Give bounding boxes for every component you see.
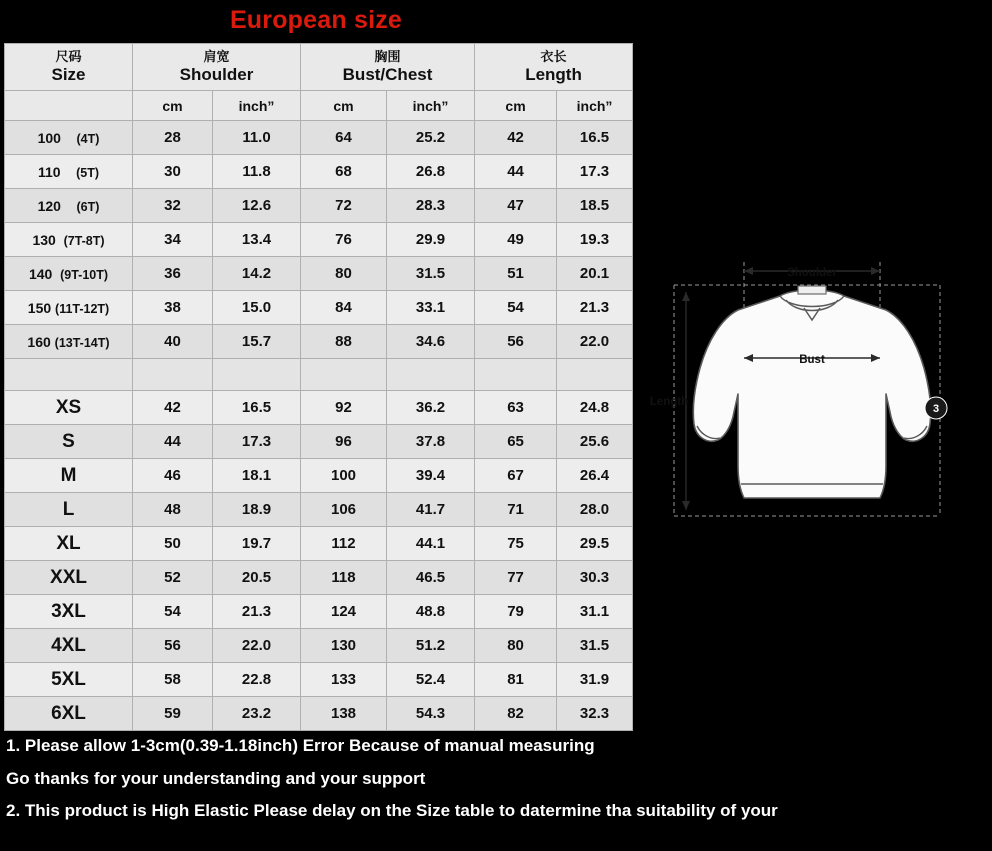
table-row: [5, 291, 633, 325]
cell-shoulder-cm: 30: [133, 155, 213, 189]
unit-blank: [5, 91, 133, 121]
table-row: [5, 697, 633, 731]
cell-bust-inch: 52.4: [387, 663, 475, 697]
cell-bust-inch: 37.8: [387, 425, 475, 459]
table-unit-row: [5, 91, 633, 121]
cell-bust-cm: 88: [301, 325, 387, 359]
cell-bust-inch: 31.5: [387, 257, 475, 291]
note-line-1: 1. Please allow 1-3cm(0.39-1.18inch) Error Because of manual measuring: [6, 736, 595, 755]
table-row: [5, 493, 633, 527]
cell-bust-cm: 68: [301, 155, 387, 189]
spacer-cell: [557, 359, 633, 391]
table-spacer-row: [5, 359, 633, 391]
cell-size: 6XL: [5, 697, 133, 731]
cell-length-cm: 79: [475, 595, 557, 629]
cell-shoulder-cm: 32: [133, 189, 213, 223]
cell-bust-cm: 76: [301, 223, 387, 257]
cell-size: XS: [5, 391, 133, 425]
cell-length-inch: 18.5: [557, 189, 633, 223]
cell-bust-inch: 29.9: [387, 223, 475, 257]
cell-shoulder-cm: 38: [133, 291, 213, 325]
cell-bust-cm: 80: [301, 257, 387, 291]
cell-shoulder-cm: 52: [133, 561, 213, 595]
cell-bust-inch: 41.7: [387, 493, 475, 527]
cell-bust-cm: 72: [301, 189, 387, 223]
cell-shoulder-inch: 12.6: [213, 189, 301, 223]
table-body: [5, 121, 633, 731]
cell-size: 130 (7T-8T): [5, 223, 133, 257]
length-dim-label: Length: [649, 396, 689, 408]
cell-shoulder-inch: 18.9: [213, 493, 301, 527]
cell-shoulder-cm: 56: [133, 629, 213, 663]
cell-shoulder-cm: 59: [133, 697, 213, 731]
cell-shoulder-inch: 22.0: [213, 629, 301, 663]
cell-shoulder-inch: 18.1: [213, 459, 301, 493]
cell-length-inch: 16.5: [557, 121, 633, 155]
cell-length-inch: 30.3: [557, 561, 633, 595]
cell-bust-cm: 118: [301, 561, 387, 595]
cell-shoulder-cm: 54: [133, 595, 213, 629]
cell-shoulder-cm: 40: [133, 325, 213, 359]
cell-length-cm: 49: [475, 223, 557, 257]
cell-length-cm: 82: [475, 697, 557, 731]
cell-size: L: [5, 493, 133, 527]
page-title: European size: [229, 6, 403, 34]
cell-bust-inch: 44.1: [387, 527, 475, 561]
table-row: [5, 121, 633, 155]
cell-length-cm: 51: [475, 257, 557, 291]
table-row: [5, 155, 633, 189]
cell-length-inch: 19.3: [557, 223, 633, 257]
unit-shoulder-inch: inch”: [213, 91, 301, 121]
cell-length-inch: 17.3: [557, 155, 633, 189]
diagram-badge: 3: [932, 403, 940, 415]
cell-length-cm: 71: [475, 493, 557, 527]
cell-shoulder-cm: 44: [133, 425, 213, 459]
cell-shoulder-inch: 14.2: [213, 257, 301, 291]
cell-size: 120 (6T): [5, 189, 133, 223]
cell-bust-inch: 54.3: [387, 697, 475, 731]
cell-shoulder-cm: 34: [133, 223, 213, 257]
table-row: [5, 391, 633, 425]
cell-length-inch: 24.8: [557, 391, 633, 425]
bust-dim-label: Bust: [799, 354, 825, 366]
cell-length-cm: 67: [475, 459, 557, 493]
cell-bust-inch: 48.8: [387, 595, 475, 629]
cell-shoulder-cm: 42: [133, 391, 213, 425]
cell-shoulder-inch: 11.0: [213, 121, 301, 155]
cell-shoulder-cm: 28: [133, 121, 213, 155]
cell-bust-cm: 130: [301, 629, 387, 663]
table-header-row: [5, 44, 633, 91]
size-table-container: [4, 43, 632, 731]
table-row: [5, 425, 633, 459]
cell-shoulder-inch: 21.3: [213, 595, 301, 629]
cell-size: 140 (9T-10T): [5, 257, 133, 291]
cell-length-inch: 20.1: [557, 257, 633, 291]
cell-length-cm: 44: [475, 155, 557, 189]
cell-bust-inch: 39.4: [387, 459, 475, 493]
cell-length-cm: 56: [475, 325, 557, 359]
cell-bust-cm: 92: [301, 391, 387, 425]
cell-length-inch: 28.0: [557, 493, 633, 527]
cell-length-inch: 21.3: [557, 291, 633, 325]
header-bust: 胸围 Bust/Chest: [301, 44, 475, 91]
cell-bust-inch: 46.5: [387, 561, 475, 595]
cell-bust-inch: 26.8: [387, 155, 475, 189]
cell-size: XXL: [5, 561, 133, 595]
cell-bust-inch: 36.2: [387, 391, 475, 425]
cell-shoulder-cm: 50: [133, 527, 213, 561]
header-shoulder: 肩宽 Shoulder: [133, 44, 301, 91]
cell-size: 100 (4T): [5, 121, 133, 155]
spacer-cell: [387, 359, 475, 391]
cell-length-inch: 31.1: [557, 595, 633, 629]
cell-bust-inch: 33.1: [387, 291, 475, 325]
spacer-cell: [475, 359, 557, 391]
cell-shoulder-inch: 15.0: [213, 291, 301, 325]
note-line-2: Go thanks for your understanding and your support: [6, 768, 426, 788]
cell-length-inch: 32.3: [557, 697, 633, 731]
size-table: [4, 43, 633, 731]
table-row: [5, 663, 633, 697]
unit-bust-inch: inch”: [387, 91, 475, 121]
cell-length-cm: 80: [475, 629, 557, 663]
cell-shoulder-cm: 46: [133, 459, 213, 493]
cell-bust-cm: 100: [301, 459, 387, 493]
cell-length-cm: 77: [475, 561, 557, 595]
cell-size: 110 (5T): [5, 155, 133, 189]
spacer-cell: [133, 359, 213, 391]
table-row: [5, 459, 633, 493]
cell-bust-cm: 138: [301, 697, 387, 731]
cell-size: M: [5, 459, 133, 493]
table-row: [5, 561, 633, 595]
notes-section: [6, 736, 986, 834]
cell-length-cm: 47: [475, 189, 557, 223]
table-row: [5, 189, 633, 223]
cell-shoulder-inch: 11.8: [213, 155, 301, 189]
cell-length-inch: 25.6: [557, 425, 633, 459]
cell-length-inch: 22.0: [557, 325, 633, 359]
cell-bust-inch: 25.2: [387, 121, 475, 155]
cell-bust-cm: 124: [301, 595, 387, 629]
cell-shoulder-inch: 22.8: [213, 663, 301, 697]
cell-shoulder-inch: 15.7: [213, 325, 301, 359]
unit-length-inch: inch”: [557, 91, 633, 121]
table-row: [5, 527, 633, 561]
cell-bust-cm: 96: [301, 425, 387, 459]
cell-size: 160 (13T-14T): [5, 325, 133, 359]
cell-bust-cm: 64: [301, 121, 387, 155]
cell-shoulder-cm: 48: [133, 493, 213, 527]
cell-bust-cm: 112: [301, 527, 387, 561]
cell-size: 4XL: [5, 629, 133, 663]
cell-length-cm: 75: [475, 527, 557, 561]
cell-bust-cm: 133: [301, 663, 387, 697]
cell-shoulder-inch: 16.5: [213, 391, 301, 425]
table-row: [5, 629, 633, 663]
cell-shoulder-inch: 19.7: [213, 527, 301, 561]
shoulder-dim-label: Shoulder: [787, 267, 837, 279]
cell-bust-inch: 34.6: [387, 325, 475, 359]
cell-length-cm: 63: [475, 391, 557, 425]
cell-shoulder-inch: 13.4: [213, 223, 301, 257]
cell-length-inch: 26.4: [557, 459, 633, 493]
table-row: [5, 325, 633, 359]
cell-bust-cm: 84: [301, 291, 387, 325]
cell-shoulder-cm: 58: [133, 663, 213, 697]
cell-size: 3XL: [5, 595, 133, 629]
cell-size: 5XL: [5, 663, 133, 697]
table-row: [5, 223, 633, 257]
cell-length-cm: 65: [475, 425, 557, 459]
header-length: 衣长 Length: [475, 44, 633, 91]
cell-size: XL: [5, 527, 133, 561]
unit-bust-cm: cm: [301, 91, 387, 121]
cell-shoulder-inch: 17.3: [213, 425, 301, 459]
cell-length-inch: 29.5: [557, 527, 633, 561]
cell-shoulder-inch: 20.5: [213, 561, 301, 595]
cell-shoulder-inch: 23.2: [213, 697, 301, 731]
cell-length-inch: 31.5: [557, 629, 633, 663]
garment-measurement-diagram: [640, 248, 988, 540]
table-row: [5, 595, 633, 629]
spacer-cell: [213, 359, 301, 391]
unit-shoulder-cm: cm: [133, 91, 213, 121]
spacer-cell: [301, 359, 387, 391]
cell-length-cm: 42: [475, 121, 557, 155]
table-row: [5, 257, 633, 291]
cell-bust-inch: 51.2: [387, 629, 475, 663]
cell-length-inch: 31.9: [557, 663, 633, 697]
cell-shoulder-cm: 36: [133, 257, 213, 291]
cell-length-cm: 81: [475, 663, 557, 697]
spacer-cell: [5, 359, 133, 391]
cell-length-cm: 54: [475, 291, 557, 325]
cell-size: S: [5, 425, 133, 459]
header-size: 尺码 Size: [5, 44, 133, 91]
unit-length-cm: cm: [475, 91, 557, 121]
cell-size: 150 (11T-12T): [5, 291, 133, 325]
note-line-3: 2. This product is High Elastic Please delay on the Size table to datermine tha suitability of your: [6, 801, 778, 821]
cell-bust-cm: 106: [301, 493, 387, 527]
cell-bust-inch: 28.3: [387, 189, 475, 223]
